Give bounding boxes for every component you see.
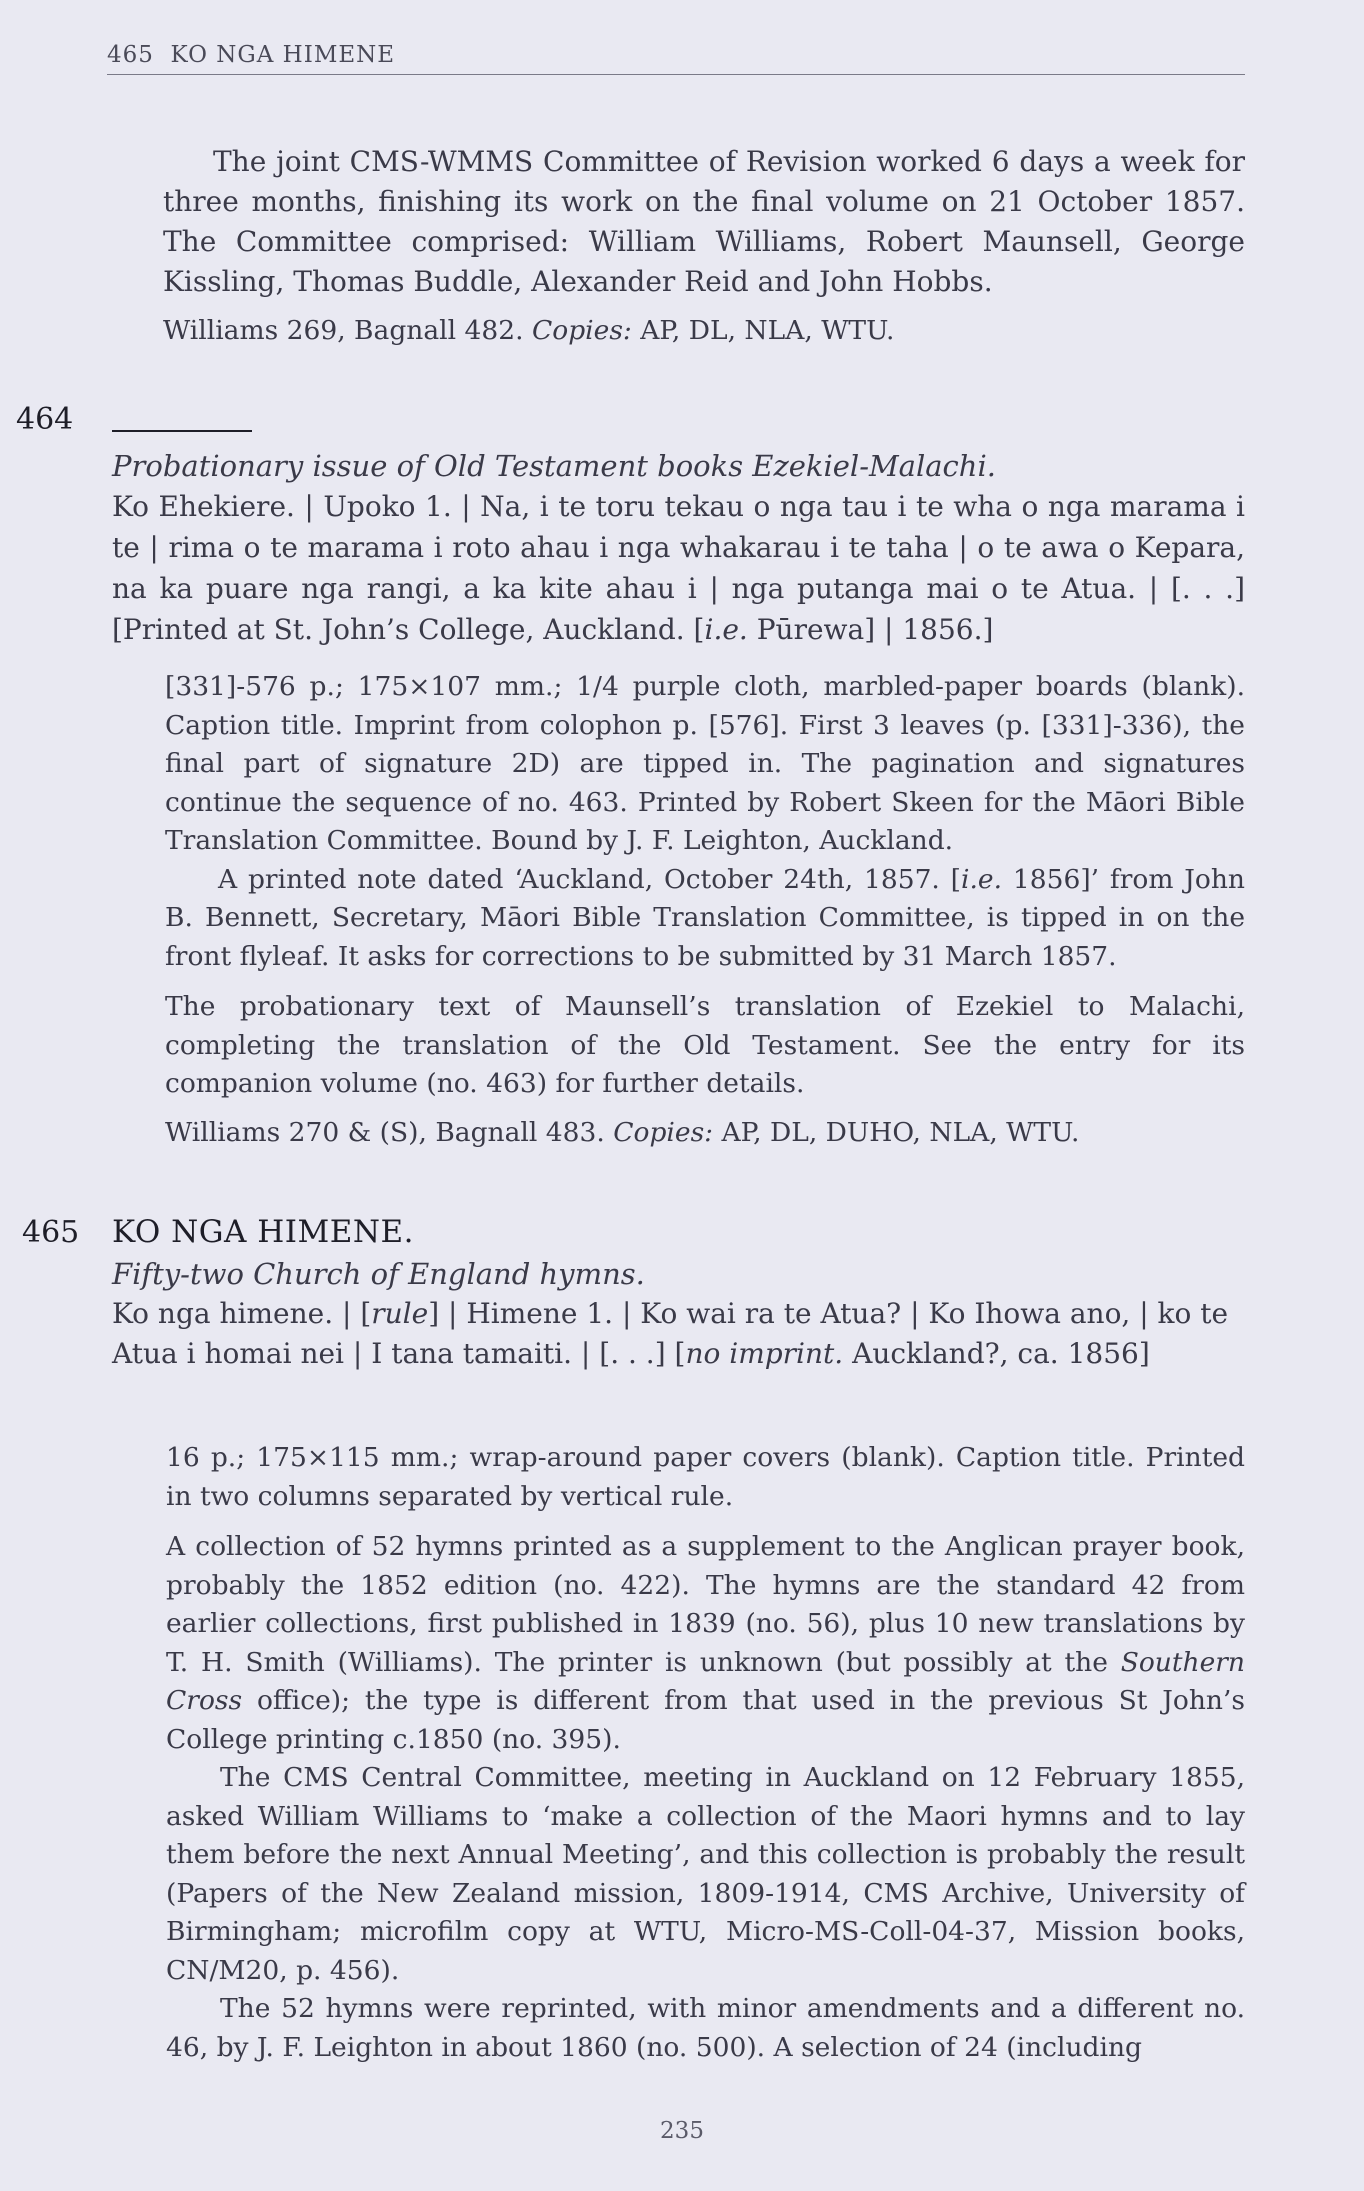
entry-465-number: 465 bbox=[22, 1215, 80, 1250]
entry-464-transcription: Ko Ehekiere. | Upoko 1. | Na, i te toru tekau o nga tau i te wha o nga marama i te | rima o te marama i roto ahau i nga whakarau i te taha | o te awa o Kepara, na ka puare nga rangi, a ka kite ahau i | nga putanga mai o te Atua. | [. . .] [Printed at St. John’s College, Auckland. [i.e. Pūrewa] | 1856.] bbox=[112, 490, 1245, 646]
intro-block bbox=[163, 142, 1245, 351]
header-page-number: 465 bbox=[107, 42, 154, 68]
intro-paragraph: The joint CMS-WMMS Committee of Revision worked 6 days a week for three months, finishing its work on the final volume on 21 October 1857. The Committee comprised: William Williams, Robert Maunsell, George Kissling, Thomas Buddle, Alexander Reid and John Hobbs. bbox=[163, 145, 1245, 298]
footer-page-number: 235 bbox=[660, 2118, 704, 2144]
entry-465-heading bbox=[112, 1212, 1245, 1374]
entry-464-commentary: The probationary text of Maunsell’s translation of Ezekiel to Malachi, completing the translation of the Old Testament. See the entry for its companion volume (no. 463) for further details. bbox=[165, 991, 1245, 1099]
entry-464-heading bbox=[112, 446, 1245, 650]
intro-references: Williams 269, Bagnall 482. Copies: AP, DL, NLA, WTU. bbox=[163, 315, 895, 346]
entry-465-reprint: The 52 hymns were reprinted, with minor amendments and a different no. 46, by J. F. Leighton in about 1860 (no. 500). A selection of 24 (including bbox=[166, 1993, 1245, 2063]
entry-464-dash bbox=[112, 420, 252, 439]
entry-465-history: The CMS Central Committee, meeting in Auckland on 12 February 1855, asked William Williams to ‘make a collection of the Maori hymns and to lay them before the next Annual Meeting’, and this collection is probably the result (Papers of the New Zealand mission, 1809-1914, CMS Archive, University of Birmingham; microfilm copy at WTU, Micro-MS-Coll-04-37, Mission books, CN/M20, p. 456). bbox=[166, 1762, 1245, 1986]
entry-465-subtitle: Fifty-two Church of England hymns. bbox=[112, 1257, 645, 1291]
header-rule bbox=[107, 74, 1245, 75]
entry-464-references: Williams 270 & (S), Bagnall 483. Copies: AP, DL, DUHO, NLA, WTU. bbox=[165, 1116, 1080, 1148]
entry-464-subtitle: Probationary issue of Old Testament books Ezekiel-Malachi. bbox=[112, 449, 996, 483]
entry-465-title: KO NGA HIMENE. bbox=[112, 1214, 414, 1250]
entry-465-commentary: A collection of 52 hymns printed as a supplement to the Anglican prayer book, probably the 1852 edition (no. 422). The hymns are the standard 42 from earlier collections, first published in 1839 (no. 56), plus 10 new translations by T. H. Smith (Williams). The printer is unknown (but possibly at the Southern Cross office); the type is different from that used in the previous St John’s College printing c.1850 (no. 395). bbox=[166, 1531, 1245, 1755]
entry-464-number: 464 bbox=[16, 402, 74, 437]
header-title: KO NGA HIMENE bbox=[170, 42, 396, 68]
entry-464-description: [331]-576 p.; 175×107 mm.; 1/4 purple cloth, marbled-paper boards (blank). Caption title. Imprint from colophon p. [576]. First 3 leaves (p. [331]-336), the final part of signature 2D) are tipped in. The pagination and signatures continue the sequence of no. 463. Printed by Robert Skeen for the Māori Bible Translation Committee. Bound by J. F. Leighton, Auckland. bbox=[165, 671, 1245, 856]
entry-465-transcription: Ko nga himene. | [rule] | Himene 1. | Ko wai ra te Atua? | Ko Ihowa ano, | ko te Atua i homai nei | I tana tamaiti. | [. . .] [no imprint. Auckland?, ca. 1856] bbox=[112, 1297, 1229, 1370]
entry-464-details bbox=[165, 668, 1245, 1152]
entry-465-details bbox=[166, 1439, 1245, 2067]
fraction: 1/4 bbox=[576, 671, 619, 702]
running-header bbox=[107, 42, 395, 68]
entry-464-note: A printed note dated ‘Auckland, October 24th, 1857. [i.e. 1856]’ from John B. Bennett, Secretary, Māori Bible Translation Committee, is tipped in on the front flyleaf. It asks for corrections to be submitted by 31 March 1857. bbox=[165, 863, 1246, 972]
entry-465-description: 16 p.; 175×115 mm.; wrap-around paper covers (blank). Caption title. Printed in two columns separated by vertical rule. bbox=[166, 1442, 1245, 1512]
